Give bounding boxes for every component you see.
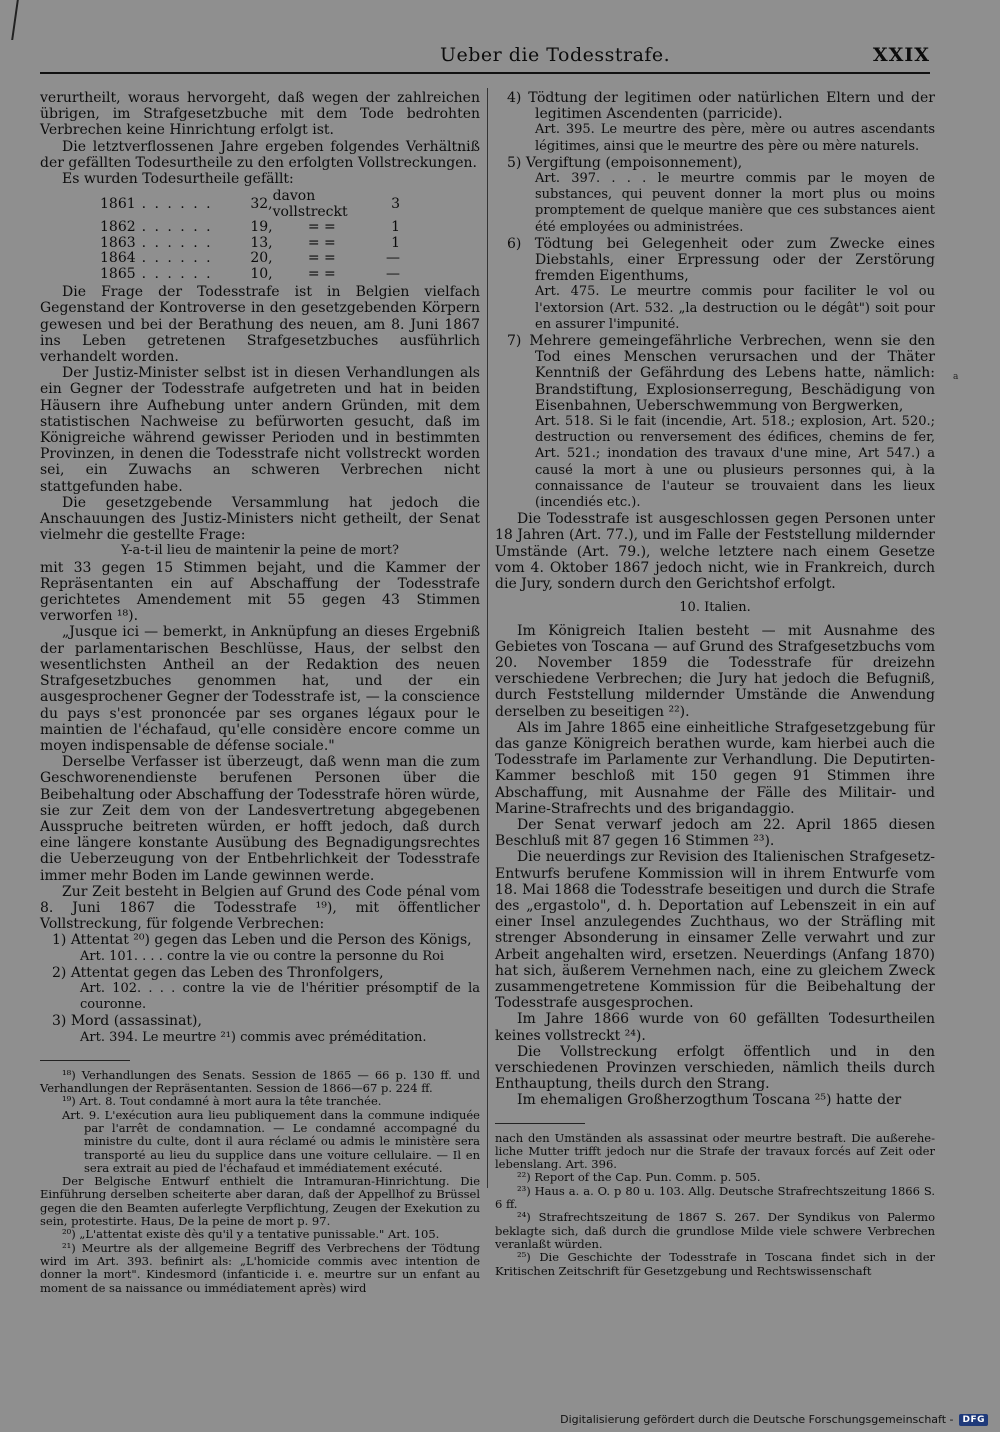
footnotes [40,1069,480,1295]
footnote-separator [495,1123,585,1124]
footnote: ²⁵) Die Geschichte der Todesstrafe in Toscana findet sich in der Kritischen Zeitschrift für Gesetzgebung und Rechtswissenschaft [495,1250,935,1278]
column-divider [487,88,488,1188]
year-cell: 1865 [100,265,136,282]
table-row [100,220,400,236]
crime-item: 5) Vergiftung (empoisonnement), [507,154,743,171]
page-number: XXIX [872,44,930,66]
year-cell: 1863 [100,234,136,251]
colophon-text: Digitalisierung gefördert durch die Deutsche Forschungsgemeinschaft - [560,1413,954,1426]
crime-item: 4) Tödtung der legitimen oder natürlichen Eltern und der legitimen Ascendenten (parricide). [507,90,935,123]
text-cell: = = [307,250,336,267]
paragraph: Die letztverflossenen Jahre ergeben folgendes Verhältniß der gefällten Todesurtheile zu den erfolgten Vollstreckungen. [40,138,480,171]
table-row [100,236,400,252]
running-title: Ueber die Todesstrafe. [440,44,671,66]
paragraph: Im Jahre 1866 wurde von 60 gefällten Todesurtheilen keines vollstreckt ²⁴). [495,1011,935,1044]
paragraph: Im Königreich Italien besteht — mit Ausnahme des Gebietes von Toscana — auf Grund des Strafgesetzbuchs vom 20. November 1859 die Todesstrafe für dreizehn verschiedene Verbrechen; die Jury hat jedoch die Befugniß, durch Feststellung mildernder Umstände die Anwendung derselben zu beseitigen ²²). [495,622,935,720]
page-header [40,40,930,74]
text-cell: = = [307,219,336,236]
paragraph: Im ehemaligen Großherzogthum Toscana ²⁵) hatte der [517,1092,902,1109]
count-cell: 32, [250,195,273,212]
dot-leader: . . . . . . [141,250,213,267]
count-cell: 13, [250,234,273,251]
section-title: 10. Italien. [679,600,751,616]
paragraph: Die gesetzgebende Versammlung hat jedoch die Anschauungen des Justiz-Ministers nicht getheilt, der Senat vielmehr die gestellte Frage: [40,494,480,544]
footnote: ²³) Haus a. a. O. p 80 u. 103. Allg. Deutsche Strafrechtszeitung 1866 S. 6 ff. [495,1183,935,1212]
footnote: nach den Umständen als assassinat oder meurtre bestraft. Die außerehe-liche Mutter trifft jedoch nur die Strafe der travaux forcés auf Zeit oder lebenslang. Art. 396. [495,1130,935,1172]
footnote: Art. 9. L'exécution aura lieu publiquement dans la commune indiquée par l'arrêt de condamnation. — Le condamné accompagné du ministre du culte, dont il aura réclamé ou admis le ministère sera transporté au lieu du supplice dans une voiture cellulaire. — Il en sera extrait au pied de l'échafaud et immédiatement exécuté. [62,1107,480,1175]
footnotes [495,1132,935,1278]
crime-item: 6) Tödtung bei Gelegenheit oder zum Zwecke eines Diebstahls, einer Erpressung oder der Zerstörung fremden Eigenthums, [507,235,935,285]
dfg-logo-icon: DFG [959,1414,988,1426]
paragraph: mit 33 gegen 15 Stimmen bejaht, und die Kammer der Repräsentanten ein auf Abschaffung der Todesstrafe gerichtetes Amendement mit 55 gegen 43 Stimmen verworfen ¹⁸). [40,559,480,625]
article-quote: Art. 102. . . . contre la vie de l'héritier présomptif de la couronne. [80,980,480,1013]
paragraph: Die neuerdings zur Revision des Italienischen Strafgesetz-Entwurfs berufene Kommission will in ihrem Entwurfe vom 18. Mai 1868 die Todesstrafe beseitigen und durch die Strafe des „ergastolo", d. h. Deportation auf Lebenszeit in ein auf einer Insel anzulegendes Zuchthaus, wo der Sträfling mit strenger Absonderung in einsamer Zelle verwahrt und zur Arbeit angehalten wird, ersetzen. Neuerdings (Anfang 1870) hat sich, äußerem Vernehmen nach, eine zu gleichem Zweck zusammengetretene Kommission für die Beibehaltung der Todesstrafe ausgesprochen. [495,849,935,1012]
year-cell: 1864 [100,250,136,267]
dot-leader: . . . . . . [141,234,213,251]
executed-cell: 1 [391,234,400,251]
footnote: ²²) Report of the Cap. Pun. Comm. p. 505. [517,1170,761,1185]
paragraph: verurtheilt, woraus hervorgeht, daß wegen der zahlreichen übrigen, im Strafgesetzbuche mit dem Tode bedrohten Verbrechen keine Hinrichtung erfolgt ist. [40,90,480,139]
dot-leader: . . . . . . [141,265,213,282]
paragraph: Es wurden Todesurtheile gefällt: [62,171,294,188]
dot-leader: . . . . . . [141,219,213,236]
left-column [40,90,480,1295]
count-cell: 20, [250,250,273,267]
executed-cell: — [386,265,400,282]
article-quote: Art. 518. Si le fait (incendie, Art. 518.; explosion, Art. 520.; destruction ou renversement des édifices, chemins de fer, Art. 521.; inondation des travaux d'une mine, Art 547.) a causé la mort à une ou plusieurs personnes qui, à la connaissance de l'auteur se trouvaient dans les lieux (incendiés etc.). [535,414,935,511]
paragraph: Zur Zeit besteht in Belgien auf Grund des Code pénal vom 8. Juni 1867 die Todesstrafe ¹⁹), mit öffentlicher Vollstreckung, für folgende Verbrechen: [40,883,480,933]
table-row [100,189,400,220]
count-cell: 19, [250,219,273,236]
footnote: Der Belgische Entwurf enthielt die Intramuran-Hinrichtung. Die Einführung derselben scheiterte aber daran, daß der Appellhof zu Brüssel gegen die den Beamten auferlegte Verpflichtung, Zeugen der Exekution zu sein, protestirte. Haus, De la peine de mort p. 97. [40,1174,480,1229]
article-quote: Art. 395. Le meurtre des père, mère ou autres ascendants légitimes, ainsi que le meurtre des père ou mère naturels. [535,122,935,154]
right-column [495,90,935,1278]
paragraph: Die Frage der Todesstrafe ist in Belgien vielfach Gegenstand der Kontroverse in den gesetzgebenden Körpern gewesen und bei der Berathung des neuen, am 8. Juni 1867 ins Leben getretenen Strafgesetzbuches ausführlich verhandelt worden. [40,284,480,366]
paragraph: „Jusque ici — bemerkt, in Anknüpfung an dieses Ergebniß der parlamentarischen Beschlüsse, Haus, der selbst den wesentlichsten Antheil an der Redaktion des neuen Strafgesetzbuches genommen hat, und der ein ausgesprochener Gegner der Todesstrafe ist, — la conscience du pays s'est prononcée par ses organes légaux pour le maintien de l'échafaud, qu'elle considère encore comme un moyen indispensable de défense sociale." [40,624,480,754]
text-cell: = = [307,234,336,251]
sentence-statistics-table [100,189,400,282]
footnote-separator [40,1060,130,1061]
margin-mark: a [953,372,959,382]
paragraph: Die Todesstrafe ist ausgeschlossen gegen Personen unter 18 Jahren (Art. 77.), und im Falle der Feststellung mildernder Umstände (Art. 79.), welche letztere nach einem Gesetze vom 4. Oktober 1867 jedoch nicht, wie in Frankreich, durch die Jury, sondern durch den Gerichtshof erfolgt. [495,511,935,593]
table-row [100,267,400,283]
footnote: ²⁴) Strafrechtszeitung de 1867 S. 267. Der Syndikus von Palermo beklagte sich, daß durch die grundlose Milde viele schwere Verbrechen veranlaßt würden. [495,1210,935,1251]
article-quote: Art. 394. Le meurtre ²¹) commis avec préméditation. [80,1029,427,1045]
executed-cell: 3 [391,195,400,212]
text-cell: davon vollstreckt [272,188,348,220]
french-question: Y-a-t-il lieu de maintenir la peine de mort? [121,543,399,559]
crime-item: 1) Attentat ²⁰) gegen das Leben und die Person des Königs, [52,932,472,949]
crime-item: 7) Mehrere gemeingefährliche Verbrechen, wenn sie den Tod eines Menschen verursachen und der Thäter Kenntniß der Gefährdung des Lebens hatte, nämlich: Brandstiftung, Explosionserregung, Beschädigung von Eisenbahnen, Ueberschwemmung von Bergwerken, [507,333,935,414]
footnote: ²¹) Meurtre als der allgemeine Begriff des Verbrechens der Tödtung wird im Art. 393. befinirt als: „L'homicide commis avec intention de donner la mort". Kindesmord (infanticide i. e. meurtre sur un enfant au moment de sa naissance ou immédiatement après) wird [40,1240,480,1295]
text-cell: = = [307,265,336,282]
paragraph: Der Justiz-Minister selbst ist in diesen Verhandlungen als ein Gegner der Todesstrafe aufgetreten und hat in beiden Häusern ihre Aufhebung unter andern Gründen, mit dem statistischen Nachweise zu befürworten gesucht, daß im Königreiche während gewisser Perioden und in bestimmten Provinzen, in denen die Todesstrafe nicht vollstreckt worden sei, ein Zuwachs an schweren Verbrechen nicht stattgefunden habe. [40,365,480,495]
count-cell: 10, [250,265,273,282]
paragraph: Der Senat verwarf jedoch am 22. April 1865 diesen Beschluß mit 87 gegen 16 Stimmen ²³). [495,816,935,850]
crime-item: 3) Mord (assassinat), [52,1013,202,1030]
article-quote: Art. 475. Le meurtre commis pour faciliter le vol ou l'extorsion (Art. 532. „la destruction ou le dégât") soit pour en assurer l'impunité. [535,284,935,332]
crime-item: 2) Attentat gegen das Leben des Thronfolgers, [52,964,384,981]
colophon [560,1413,988,1426]
dot-leader: . . . . . . [141,195,213,212]
article-quote: Art. 397. . . . le meurtre commis par le moyen de substances, qui peuvent donner la mort plus ou moins promptement de quelque manière que ces substances aient été employées ou administrées. [535,171,935,235]
article-quote: Art. 101. . . . contre la vie ou contre la personne du Roi [80,948,445,964]
margin-mark-line [11,0,19,40]
paragraph: Als im Jahre 1865 eine einheitliche Strafgesetzgebung für das ganze Königreich berathen wurde, kam hierbei auch die Todesstrafe im Parlamente zur Verhandlung. Die Deputirten-Kammer beschloß mit 150 gegen 91 Stimmen ihre Abschaffung, mit Ausnahme der Fälle des Militair- und Marine-Strafrechts und des brigandaggio. [495,719,935,817]
year-cell: 1862 [100,219,136,236]
footnote: ¹⁹) Art. 8. Tout condamné à mort aura la tête tranchée. [62,1094,382,1109]
year-cell: 1861 [100,195,136,212]
footnote: ¹⁸) Verhandlungen des Senats. Session de 1865 — 66 p. 130 ff. und Verhandlungen der Repräsentanten. Session de 1866—67 p. 224 ff. [40,1067,480,1096]
paragraph: Die Vollstreckung erfolgt öffentlich und in den verschiedenen Provinzen verschieden, nämlich theils durch Enthauptung, theils durch den Strang. [495,1043,935,1093]
footnote: ²⁰) „L'attentat existe dès qu'il y a tentative punissable." Art. 105. [62,1227,440,1242]
executed-cell: 1 [391,219,400,236]
paragraph: Derselbe Verfasser ist überzeugt, daß wenn man die zum Geschworenendienste berufenen Personen über die Beibehaltung oder Abschaffung der Todesstrafe hören würde, sie zur Zeit dem von der Landesvertretung abgegebenen Ausspruche beitreten würden, er hofft jedoch, daß durch eine längere konstante Ausübung des Begnadigungsrechtes die Ueberzeugung von der Entbehrlichkeit der Todesstrafe immer mehr Boden im Lande gewinnen werde. [40,754,480,884]
table-row [100,251,400,267]
executed-cell: — [386,250,400,267]
